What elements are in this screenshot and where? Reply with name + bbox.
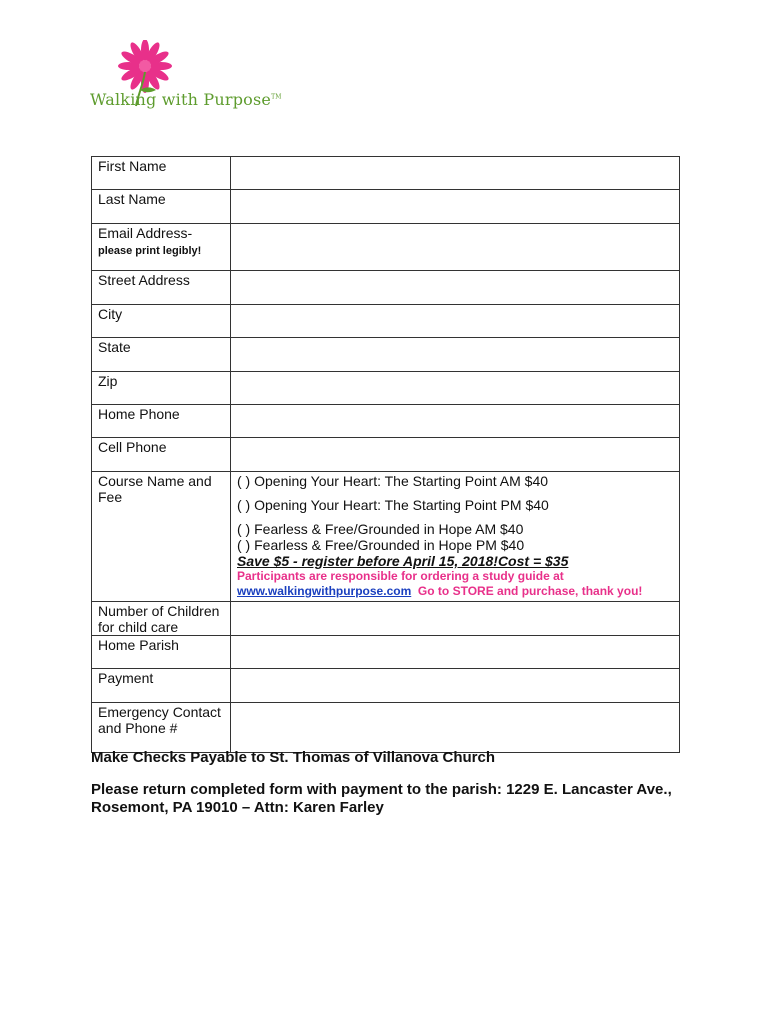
row-course	[92, 472, 680, 602]
payment-field[interactable]	[231, 669, 680, 703]
state-label: State	[92, 338, 231, 372]
brand-logo	[88, 40, 282, 120]
parish-label: Home Parish	[92, 636, 231, 669]
row-home-phone	[92, 405, 680, 438]
course-option-4[interactable]: ( ) Fearless & Free/Grounded in Hope PM $40	[237, 537, 525, 553]
course-field	[231, 472, 680, 602]
row-last-name	[92, 190, 680, 224]
children-label: Number of Children for child care	[92, 602, 231, 636]
payment-label: Payment	[92, 669, 231, 703]
last-name-label: Last Name	[92, 190, 231, 224]
row-cell-phone	[92, 438, 680, 472]
checks-payable-note: Make Checks Payable to St. Thomas of Villanova Church	[91, 749, 496, 766]
first-name-label: First Name	[92, 157, 231, 190]
cell-phone-field[interactable]	[231, 438, 680, 472]
row-state	[92, 338, 680, 372]
row-street	[92, 271, 680, 305]
zip-field[interactable]	[231, 372, 680, 405]
city-field[interactable]	[231, 305, 680, 338]
return-instructions: Please return completed form with payment to the parish: 1229 E. Lancaster Ave., Rosemont, PA 19010 – Attn: Karen Farley	[91, 781, 672, 816]
save-note: Save $5 - register before April 15, 2018!Cost = $35	[237, 553, 569, 569]
first-name-field[interactable]	[231, 157, 680, 190]
state-field[interactable]	[231, 338, 680, 372]
study-guide-note	[231, 569, 679, 599]
email-field[interactable]	[231, 224, 680, 271]
row-parish	[92, 636, 680, 669]
course-option-3[interactable]: ( ) Fearless & Free/Grounded in Hope AM $40	[237, 521, 524, 537]
street-label: Street Address	[92, 271, 231, 305]
row-emergency	[92, 703, 680, 753]
row-first-name	[92, 157, 680, 190]
street-field[interactable]	[231, 271, 680, 305]
email-label-text: Email Address-	[98, 225, 193, 241]
row-children	[92, 602, 680, 636]
children-field[interactable]	[231, 602, 680, 636]
row-city	[92, 305, 680, 338]
course-option-1[interactable]: ( ) Opening Your Heart: The Starting Point AM $40	[237, 473, 549, 489]
brand-name: Walking with Purpose™	[90, 90, 282, 109]
registration-form	[91, 156, 680, 753]
zip-label: Zip	[92, 372, 231, 405]
study-note-text: Participants are responsible for ordering a study guide at	[237, 569, 564, 583]
row-zip	[92, 372, 680, 405]
email-label	[92, 224, 231, 271]
home-phone-label: Home Phone	[92, 405, 231, 438]
course-option-2[interactable]: ( ) Opening Your Heart: The Starting Point PM $40	[237, 497, 549, 513]
last-name-field[interactable]	[231, 190, 680, 224]
email-note: please print legibly!	[98, 245, 202, 257]
cell-phone-label: Cell Phone	[92, 438, 231, 472]
row-email	[92, 224, 680, 271]
parish-field[interactable]	[231, 636, 680, 669]
home-phone-field[interactable]	[231, 405, 680, 438]
emergency-field[interactable]	[231, 703, 680, 753]
emergency-label: Emergency Contact and Phone #	[92, 703, 231, 753]
course-label: Course Name and Fee	[92, 472, 231, 602]
study-guide-link[interactable]: www.walkingwithpurpose.com	[237, 584, 412, 598]
row-payment	[92, 669, 680, 703]
study-note-text-2: Go to STORE and purchase, thank you!	[411, 584, 643, 598]
city-label: City	[92, 305, 231, 338]
